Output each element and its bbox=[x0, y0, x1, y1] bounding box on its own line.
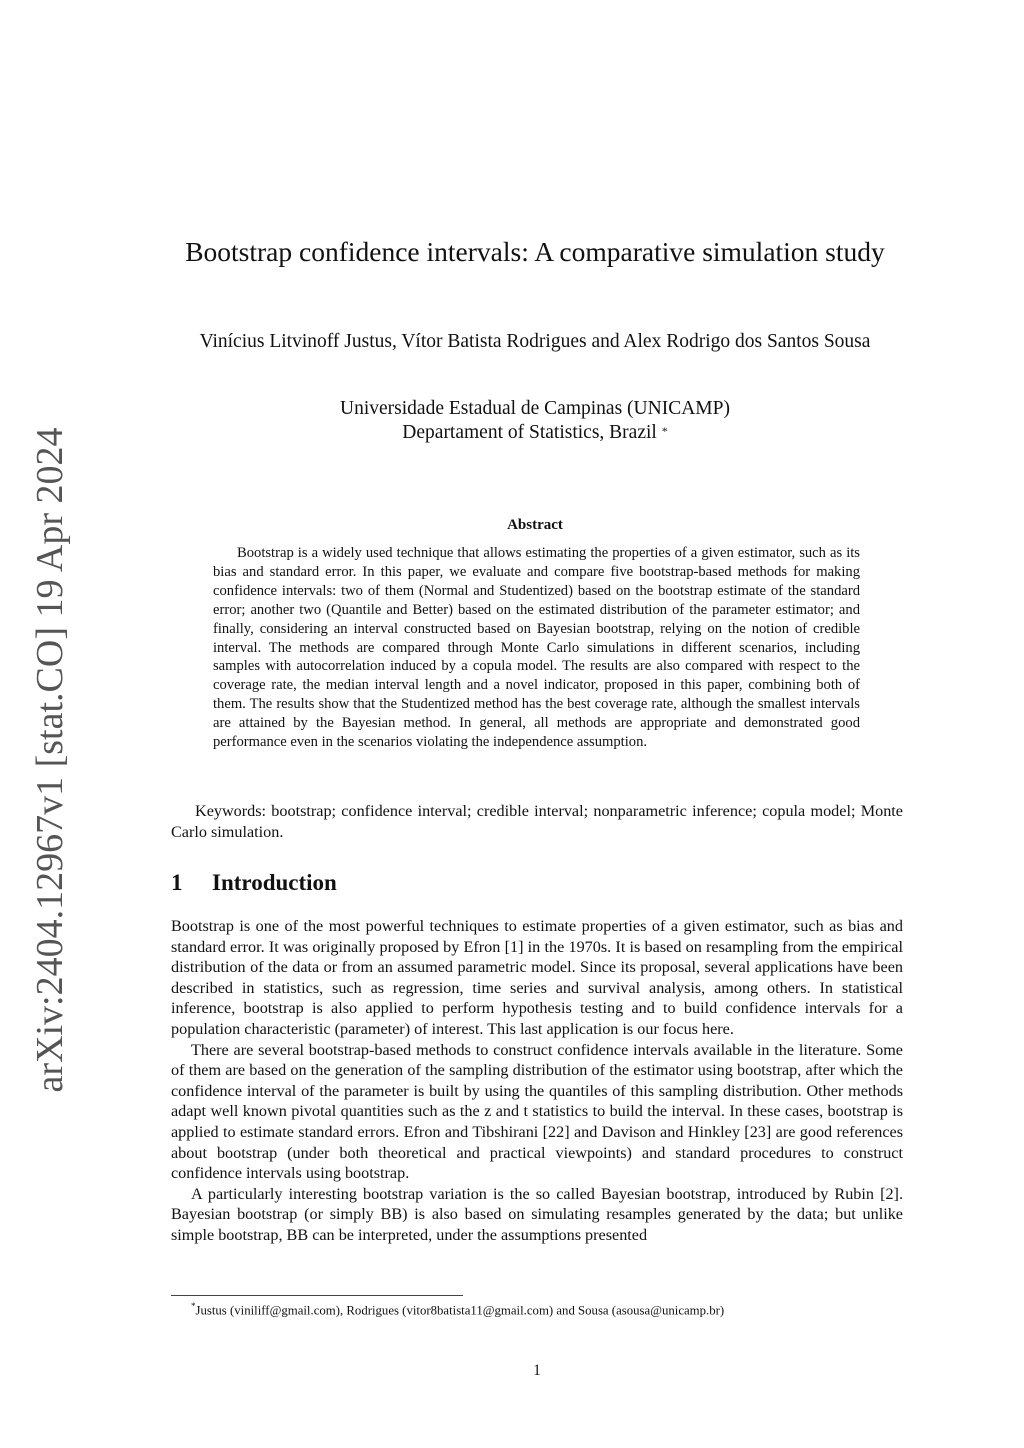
affiliation-department-text: Departament of Statistics, Brazil bbox=[402, 422, 657, 443]
footnote-rule bbox=[171, 1295, 463, 1296]
paragraph: Bootstrap is one of the most powerful techniques to estimate properties of a given estimator, such as bias and standard error. It was originally proposed by Efron [1] in the 1970s. It is based on resampling from the empirical distribution of the data or from an assumed parametric model. Since its proposal, several applications have been described in statistics, such as regression, time series and survival analysis, among others. In statistical inference, bootstrap is also applied to perform hypothesis testing and to build confidence intervals for a population characteristic (parameter) of interest. This last application is our focus here. bbox=[171, 917, 903, 1038]
affiliation-department bbox=[200, 421, 870, 445]
affiliation bbox=[200, 397, 870, 445]
section-number: 1 bbox=[171, 870, 183, 895]
footnote bbox=[171, 1298, 903, 1318]
section-heading bbox=[171, 870, 337, 896]
paragraph: There are several bootstrap-based methods to construct confidence intervals available in the literature. Some of them are based on the generation of the sampling distribution of the estimator using bootstrap, after which the confidence interval of the parameter is built by using the quantiles of this sampling distribution. Other methods adapt well known pivotal quantities such as the z and t statistics to build the interval. In these cases, bootstrap is applied to estimate standard errors. Efron and Tibshirani [22] and Davison and Hinkley [23] are good references about bootstrap (under both theoretical and practical viewpoints) and standard procedures to construct confidence intervals using bootstrap. bbox=[171, 1040, 903, 1183]
page-number: 1 bbox=[533, 1362, 541, 1379]
affiliation-footnote-mark: * bbox=[661, 424, 668, 438]
footnote-mark: * bbox=[191, 1301, 196, 1311]
footnote-text: Justus (viniliff@gmail.com), Rodrigues (vitor8batista11@gmail.com) and Sousa (asousa@unicamp.br) bbox=[195, 1303, 725, 1318]
paper-title: Bootstrap confidence intervals: A comparative simulation study bbox=[185, 236, 885, 267]
section-title: Introduction bbox=[212, 870, 337, 895]
section-body bbox=[171, 916, 903, 1246]
affiliation-university: Universidade Estadual de Campinas (UNICAMP) bbox=[340, 398, 730, 419]
abstract-heading: Abstract bbox=[507, 517, 563, 533]
keywords: Keywords: bootstrap; confidence interval; credible interval; nonparametric inference; copula model; Monte Carlo simulation. bbox=[171, 802, 903, 841]
author-list: Vinícius Litvinoff Justus, Vítor Batista Rodrigues and Alex Rodrigo dos Santos Sousa bbox=[199, 331, 871, 352]
arxiv-identifier: arXiv:2404.12967v1 [stat.CO] 19 Apr 2024 bbox=[29, 427, 71, 1093]
paragraph: A particularly interesting bootstrap variation is the so called Bayesian bootstrap, introduced by Rubin [2]. Bayesian bootstrap (or simply BB) is also based on simulating resamples generated by the data; but unlike simple bootstrap, BB can be interpreted, under the assumptions presented bbox=[171, 1184, 903, 1244]
abstract-text: Bootstrap is a widely used technique that allows estimating the properties of a given estimator, such as its bias and standard error. In this paper, we evaluate and compare five bootstrap-based methods for making confidence intervals: two of them (Normal and Studentized) based on the bootstrap estimate of the standard error; another two (Quantile and Better) based on the estimated distribution of the parameter estimator; and finally, considering an interval constructed based on Bayesian bootstrap, relying on the notion of credible interval. The methods are compared through Monte Carlo simulations in different scenarios, including samples with autocorrelation induced by a copula model. The results are also compared with respect to the coverage rate, the median interval length and a novel indicator, proposed in this paper, combining both of them. The results show that the Studentized method has the best coverage rate, although the smallest intervals are attained by the Bayesian method. In general, all methods are appropriate and demonstrated good performance even in the scenarios violating the independence assumption. bbox=[213, 545, 860, 751]
